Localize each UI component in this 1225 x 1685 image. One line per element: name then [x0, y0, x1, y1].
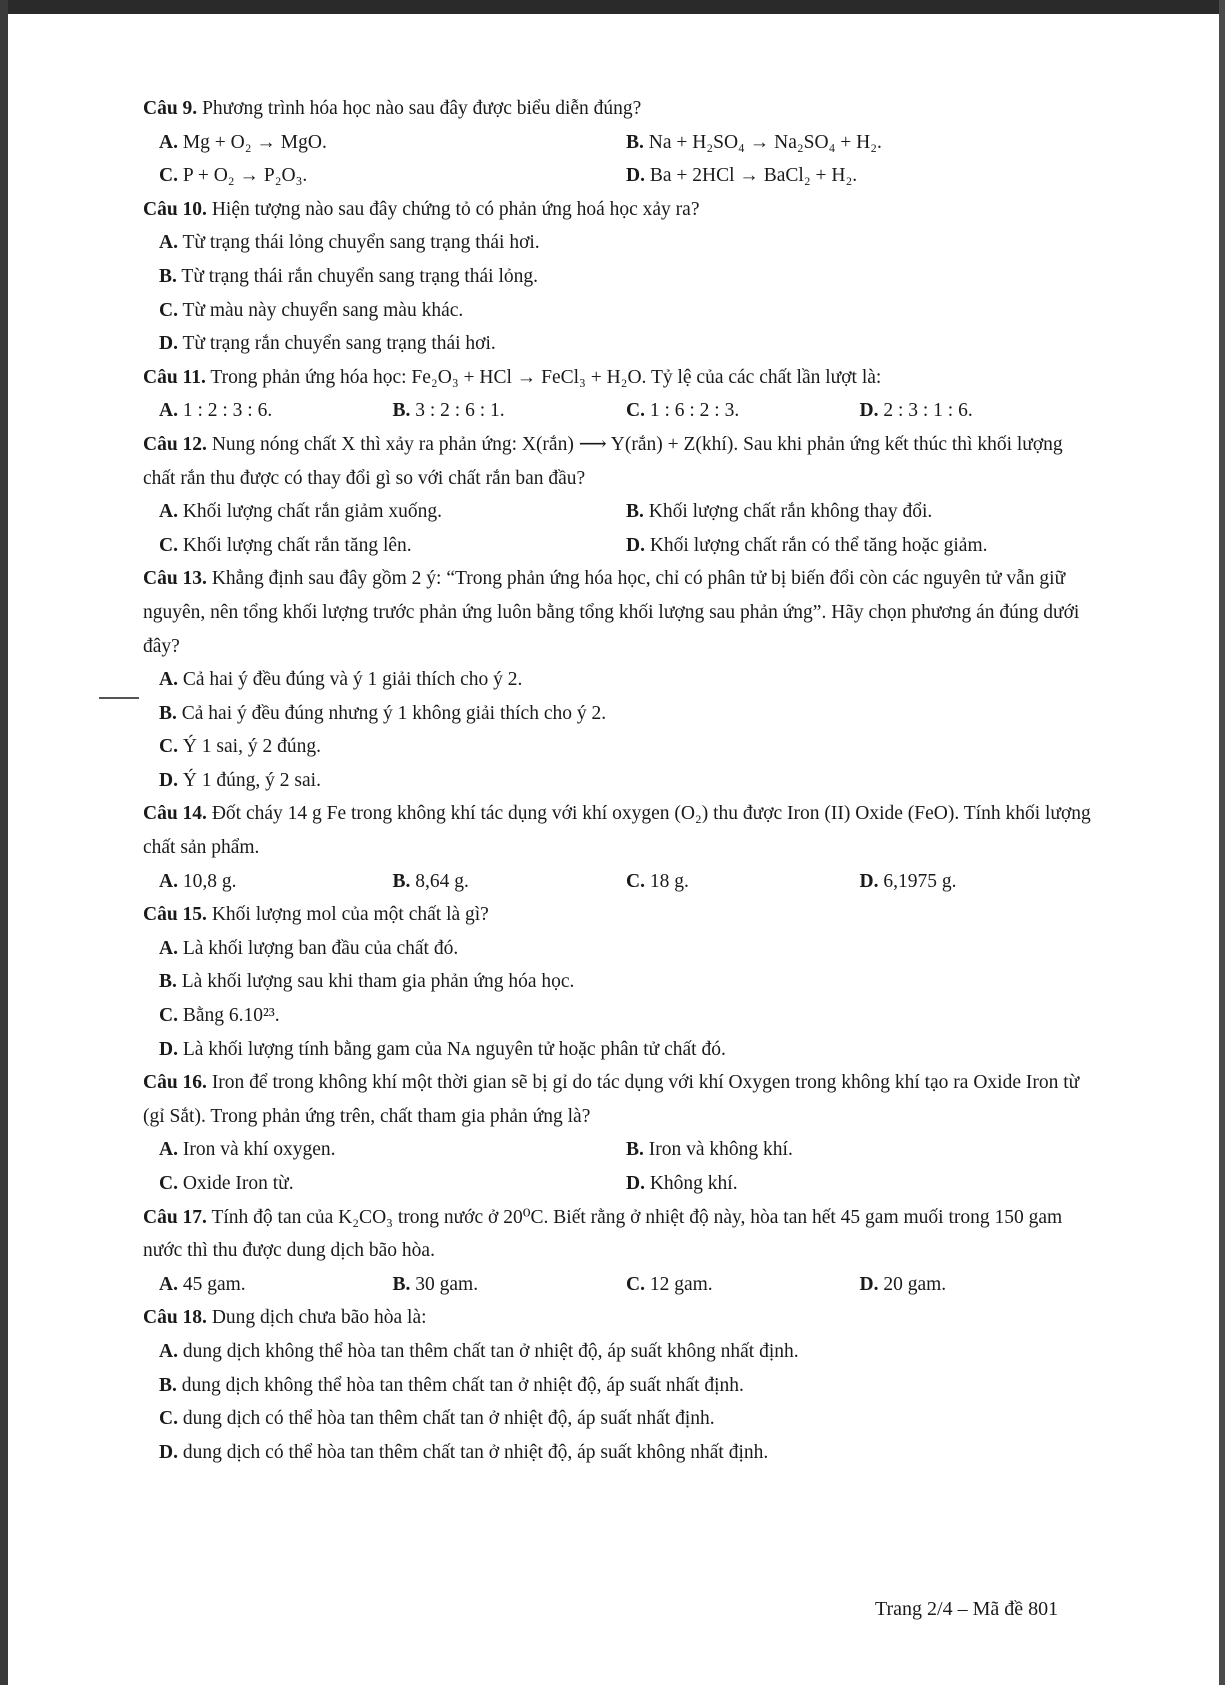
option-text: Ý 1 sai, ý 2 đúng. [182, 736, 321, 758]
option-text: dung dịch có thể hòa tan thêm chất tan ở nhiệt độ, áp suất nhất định. [182, 1408, 715, 1430]
options-row [143, 159, 1093, 193]
option-label: A. [159, 1273, 178, 1295]
page-footer: Trang 2/4 – Mã đề 801 [875, 1598, 1059, 1620]
option-b [143, 260, 1093, 294]
option-text: 8,64 g. [415, 870, 469, 892]
question-text: Trong phản ứng hóa học: Fe₂O₃ + HCl → FeCl₃ + H₂O. Tỷ lệ của các chất lần lượt là: [210, 366, 882, 388]
option-label: D. [626, 165, 645, 187]
option-label: B. [159, 971, 177, 993]
question-text: Nung nóng chất X thì xảy ra phản ứng: X(rắn) ⟶ Y(rắn) + Z(khí). Sau khi phản ứng kết thúc thì khối lượng chất rắn thu được có thay đổi gì so với chất rắn ban đầu? [143, 433, 1063, 489]
option-text: Iron và khí oxygen. [182, 1139, 336, 1161]
option-label: A. [159, 937, 178, 959]
question-text: Iron để trong không khí một thời gian sẽ bị gỉ do tác dụng với khí Oxygen trong không khí tạo ra Oxide Iron từ (gỉ Sắt). Trong phản ứng trên, chất tham gia phản ứng là? [143, 1072, 1080, 1127]
scan-edge-top [0, 0, 1225, 14]
option-d [626, 1167, 1093, 1201]
option-c [143, 999, 1093, 1033]
option-a [143, 932, 1093, 966]
question-label: Câu 13. [143, 568, 207, 590]
option-text: 2 : 3 : 1 : 6. [883, 400, 973, 422]
option-label: C. [626, 870, 645, 892]
question-label: Câu 11. [143, 366, 206, 388]
option-a [159, 126, 626, 160]
option-b [393, 1268, 627, 1302]
question-16 [143, 1066, 1093, 1133]
question-text: Tính độ tan của K₂CO₃ trong nước ở 20⁰C. Biết rằng ở nhiệt độ này, hòa tan hết 45 gam muối trong 150 gam nước thì thu được dung dịch bão hòa. [143, 1206, 1063, 1262]
option-label: B. [626, 131, 644, 153]
question-label: Câu 17. [143, 1206, 207, 1228]
option-text: 1 : 6 : 2 : 3. [649, 400, 740, 422]
option-text: Cả hai ý đều đúng và ý 1 giải thích cho ý 2. [182, 669, 523, 691]
question-18 [143, 1301, 1093, 1335]
option-a [159, 495, 626, 529]
option-text: 30 gam. [415, 1273, 479, 1295]
option-text: dung dịch không thể hòa tan thêm chất tan ở nhiệt độ, áp suất không nhất định. [182, 1340, 799, 1362]
question-text: Hiện tượng nào sau đây chứng tỏ có phản ứng hoá học xảy ra? [211, 198, 700, 220]
option-d [860, 394, 1094, 428]
question-text: Đốt cháy 14 g Fe trong không khí tác dụng với khí oxygen (O₂) thu được Iron (II) Oxide (FeO). Tính khối lượng chất sản phẩm. [143, 803, 1091, 859]
option-a [159, 1268, 393, 1302]
option-text: 20 gam. [883, 1273, 947, 1295]
option-c [626, 865, 860, 899]
option-label: C. [159, 736, 178, 758]
option-text: Từ trạng thái rắn chuyển sang trạng thái lỏng. [181, 265, 539, 287]
option-label: D. [859, 870, 879, 892]
option-b [143, 965, 1093, 999]
option-text: Không khí. [649, 1173, 738, 1194]
option-label: B. [626, 501, 644, 523]
option-d [860, 865, 1094, 899]
option-text: Ý 1 đúng, ý 2 sai. [182, 769, 321, 791]
option-label: A. [159, 501, 178, 523]
option-text: Là khối lượng ban đầu của chất đó. [182, 937, 459, 959]
option-label: D. [626, 534, 645, 556]
option-c [159, 529, 626, 563]
question-10 [143, 193, 1093, 227]
question-11 [143, 361, 1093, 395]
option-c [143, 1402, 1093, 1436]
option-text: Từ trạng rắn chuyển sang trạng thái hơi. [182, 333, 496, 355]
option-label: B. [626, 1139, 644, 1161]
margin-dash [99, 697, 139, 699]
option-text: Khối lượng chất rắn không thay đổi. [648, 501, 933, 523]
question-13 [143, 562, 1093, 663]
option-label: A. [159, 232, 178, 254]
question-label: Câu 9. [143, 98, 198, 119]
question-label: Câu 15. [143, 904, 207, 926]
option-c [143, 730, 1093, 764]
option-text: Iron và không khí. [648, 1139, 793, 1161]
option-text: Từ màu này chuyển sang màu khác. [182, 299, 464, 321]
option-c [626, 394, 860, 428]
options-row [143, 394, 1093, 428]
options-row [143, 495, 1093, 529]
option-text: 12 gam. [649, 1273, 713, 1295]
option-text: Cả hai ý đều đúng nhưng ý 1 không giải thích cho ý 2. [181, 702, 607, 724]
option-label: D. [859, 1273, 879, 1295]
option-label: C. [159, 299, 178, 321]
option-b [143, 697, 1093, 731]
exam-page [143, 92, 1093, 1469]
question-text: Khẳng định sau đây gồm 2 ý: “Trong phản ứng hóa học, chỉ có phân tử bị biến đổi còn các nguyên tử vẫn giữ nguyên, nên tổng khối lượng trước phản ứng luôn bằng tổng khối lượng sau phản ứng”. Hãy chọn phương án đúng dưới đây? [143, 568, 1080, 657]
option-label: A. [159, 131, 178, 153]
option-c [159, 1167, 626, 1201]
options-row [143, 865, 1093, 899]
option-text: Khối lượng chất rắn tăng lên. [182, 534, 412, 556]
option-text: 45 gam. [182, 1273, 246, 1295]
option-d [143, 764, 1093, 798]
question-15 [143, 898, 1093, 932]
option-text: dung dịch có thể hòa tan thêm chất tan ở nhiệt độ, áp suất không nhất định. [182, 1441, 769, 1463]
option-label: D. [159, 1441, 178, 1463]
option-text: 18 g. [649, 870, 689, 892]
question-14 [143, 797, 1093, 864]
option-label: B. [392, 400, 411, 422]
options-row [143, 529, 1093, 563]
option-label: B. [159, 1374, 177, 1396]
option-text: Bằng 6.10²³. [182, 1005, 280, 1027]
option-label: D. [159, 1038, 178, 1060]
option-label: C. [159, 1005, 178, 1027]
option-text: Khối lượng chất rắn giảm xuống. [182, 501, 443, 523]
option-text: Từ trạng thái lỏng chuyển sang trạng thái hơi. [182, 232, 540, 254]
option-c [159, 159, 626, 193]
option-b [143, 1369, 1093, 1403]
option-label: D. [859, 400, 879, 422]
question-12 [143, 428, 1093, 495]
question-label: Câu 16. [143, 1072, 207, 1094]
option-text: 1 : 2 : 3 : 6. [182, 400, 273, 422]
option-a [143, 663, 1093, 697]
option-text: Mg + O₂ → MgO. [182, 131, 327, 153]
option-label: A. [159, 669, 178, 691]
option-b [626, 1133, 1093, 1167]
question-9 [143, 92, 1093, 126]
option-d [860, 1268, 1094, 1302]
option-label: B. [392, 1273, 411, 1295]
option-d [626, 159, 1093, 193]
option-text: 6,1975 g. [883, 870, 957, 892]
option-label: D. [159, 769, 178, 791]
question-label: Câu 12. [143, 433, 207, 455]
option-c [143, 294, 1093, 328]
options-row [143, 1133, 1093, 1167]
option-b [626, 126, 1093, 160]
question-text: Dung dịch chưa bão hòa là: [211, 1307, 427, 1329]
scan-edge-right [1219, 0, 1225, 1685]
option-b [393, 394, 627, 428]
scan-edge-left [0, 0, 8, 1685]
option-label: D. [159, 333, 178, 355]
option-label: B. [392, 870, 411, 892]
option-a [143, 226, 1093, 260]
option-label: C. [159, 1173, 178, 1194]
option-label: A. [159, 400, 178, 422]
option-text: Khối lượng chất rắn có thể tăng hoặc giảm. [649, 534, 988, 556]
option-text: Ba + 2HCl → BaCl₂ + H₂. [649, 165, 858, 187]
options-row [143, 1268, 1093, 1302]
option-a [159, 394, 393, 428]
question-text: Khối lượng mol của một chất là gì? [211, 904, 489, 926]
options-row [143, 1167, 1093, 1201]
options-row [143, 126, 1093, 160]
option-text: Oxide Iron từ. [182, 1173, 294, 1194]
question-label: Câu 10. [143, 198, 207, 220]
option-label: A. [159, 1139, 178, 1161]
option-c [626, 1268, 860, 1302]
option-text: dung dịch không thể hòa tan thêm chất tan ở nhiệt độ, áp suất nhất định. [181, 1374, 744, 1396]
option-label: C. [626, 1273, 645, 1295]
option-b [626, 495, 1093, 529]
option-label: C. [159, 534, 178, 556]
option-label: D. [626, 1173, 645, 1194]
question-label: Câu 14. [143, 803, 207, 825]
option-text: 3 : 2 : 6 : 1. [415, 400, 505, 422]
option-text: 10,8 g. [182, 870, 237, 892]
option-text: Na + H₂SO₄ → Na₂SO₄ + H₂. [648, 131, 882, 153]
option-label: A. [159, 870, 178, 892]
option-label: C. [159, 1408, 178, 1430]
option-b [393, 865, 627, 899]
option-a [143, 1335, 1093, 1369]
option-d [143, 327, 1093, 361]
option-label: C. [626, 400, 645, 422]
option-label: B. [159, 265, 177, 287]
option-label: B. [159, 702, 177, 724]
option-d [143, 1033, 1093, 1067]
option-a [159, 865, 393, 899]
option-d [626, 529, 1093, 563]
option-text: P + O₂ → P₂O₃. [182, 165, 308, 187]
option-d [143, 1436, 1093, 1470]
option-label: A. [159, 1340, 178, 1362]
option-label: C. [159, 165, 178, 187]
option-text: Là khối lượng sau khi tham gia phản ứng hóa học. [181, 971, 575, 993]
option-a [159, 1133, 626, 1167]
option-text: Là khối lượng tính bằng gam của Nᴀ nguyên tử hoặc phân tử chất đó. [182, 1038, 726, 1060]
question-17 [143, 1201, 1093, 1268]
question-text: Phương trình hóa học nào sau đây được biểu diễn đúng? [202, 98, 642, 119]
question-label: Câu 18. [143, 1307, 207, 1329]
